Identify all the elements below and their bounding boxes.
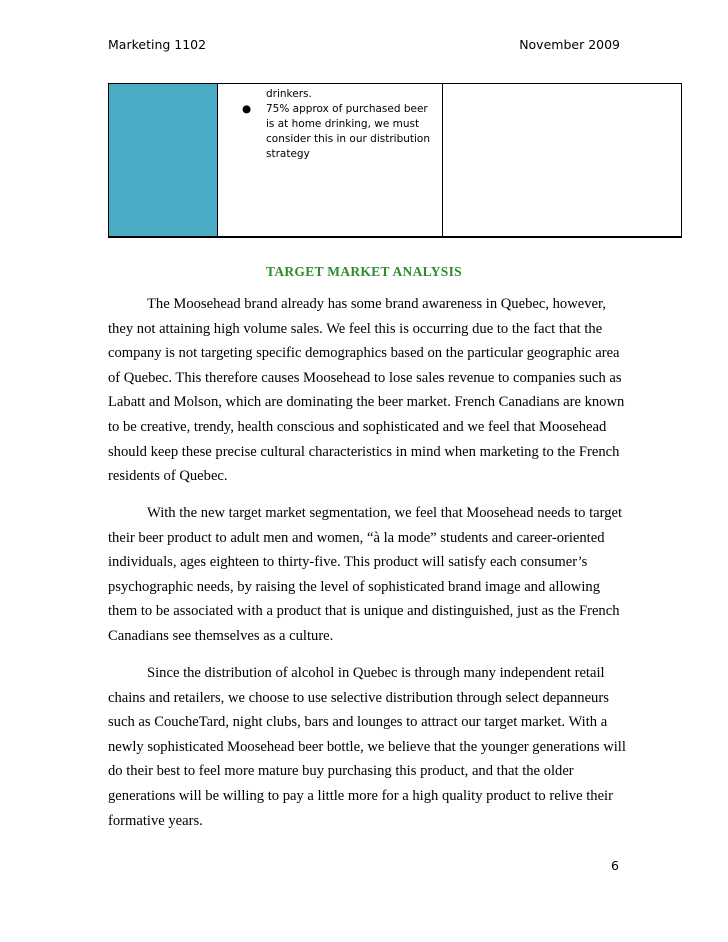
- paragraph-text: With the new target market segmentation, we feel that Moosehead needs to target their beer product to adult men and women, “à la mode” students and career-oriented individuals, ages eighteen to thirty-five. This product will satisfy each consumer’s psychographic needs, by raising the level of sophisticated brand image and allowing them to be associated with a product that is unique and distinguished, just as the French Canadians see themselves as a culture.: [108, 505, 623, 644]
- paragraph-3: [108, 661, 628, 833]
- table-notes-cell: [218, 84, 443, 236]
- header-course: Marketing 1102: [108, 37, 207, 52]
- bullet-text: 75% approx of purchased beer is at home drinking, we must consider this in our distribution strategy: [266, 103, 430, 160]
- analysis-table: [108, 83, 682, 238]
- paragraph-2: [108, 501, 628, 649]
- table-color-cell: [109, 84, 218, 236]
- paragraph-text: The Moosehead brand already has some brand awareness in Quebec, however, they not attaining high volume sales. We feel this is occurring due to the fact that the company is not targeting specific demographics based on the particular geographic area of Quebec. This therefore causes Moosehead to lose sales revenue to companies such as Labatt and Molson, which are dominating the beer market. French Canadians are known to be creative, trendy, health conscious and sophisticated and we feel that Moosehead should keep these precise cultural characteristics in mind when marketing to the French residents of Quebec.: [108, 296, 625, 485]
- page-header: [108, 37, 620, 52]
- page-number: 6: [611, 858, 619, 873]
- list-item: [242, 102, 436, 162]
- section-title: TARGET MARKET ANALYSIS: [266, 264, 462, 279]
- table-empty-cell: [443, 84, 681, 236]
- continuation-text: drinkers.: [266, 88, 312, 100]
- paragraph-text: Since the distribution of alcohol in Quebec is through many independent retail chains and retailers, we choose to use selective distribution through select depanneurs such as CoucheTard, night clubs, bars and lounges to attract our target market. With a newly sophisticated Moosehead beer bottle, we believe that the younger generations will do their best to feel more mature buy purchasing this product, and that the older generations will be willing to pay a little more for a high quality product to relive their formative years.: [108, 665, 626, 829]
- paragraph-1: [108, 292, 628, 489]
- header-date: November 2009: [519, 37, 620, 52]
- bullet-icon: ●: [242, 103, 252, 115]
